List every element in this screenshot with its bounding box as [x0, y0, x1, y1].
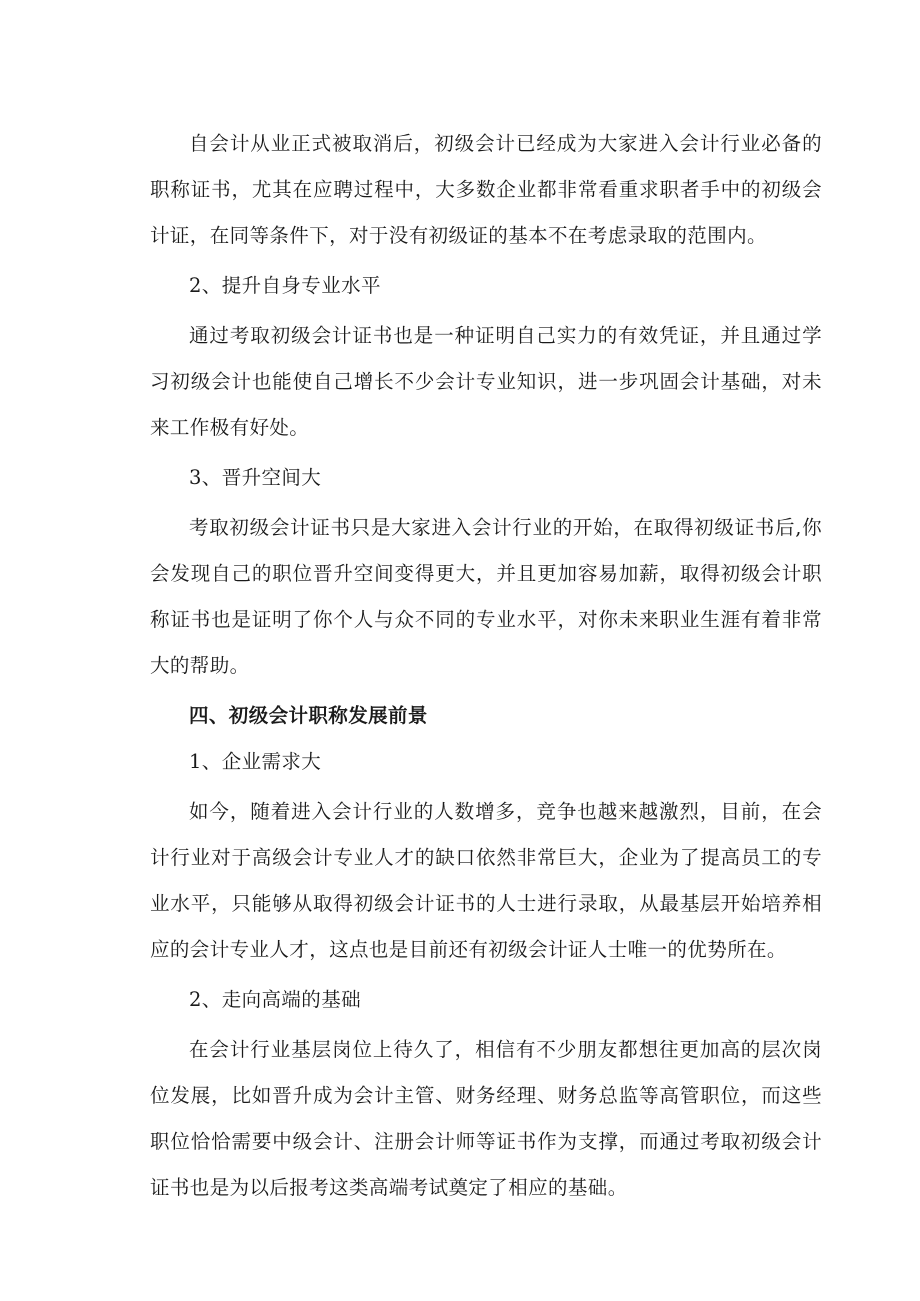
paragraph-enterprise-demand: 如今，随着进入会计行业的人数增多，竞争也越来越激烈，目前，在会计行业对于高级会计专业人才的缺口依然非常巨大，企业为了提高员工的专业水平，只能够从取得初级会计证书的人士进行录取，从最基层开始培养相应的会计专业人才，这点也是目前还有初级会计证人士唯一的优势所在。 [150, 800, 822, 961]
paragraph-high-end-foundation: 在会计行业基层岗位上待久了，相信有不少朋友都想往更加高的层次岗位发展，比如晋升成为会计主管、财务经理、财务总监等高管职位，而这些职位恰恰需要中级会计、注册会计师等证书作为支撑，而通过考取初级会计证书也是为以后报考这类高端考试奠定了相应的基础。 [150, 1038, 822, 1199]
heading-promotion-space: 3、晋升空间大 [189, 466, 322, 489]
heading-enterprise-demand: 1、企业需求大 [189, 750, 322, 773]
heading-high-end-foundation: 2、走向高端的基础 [189, 988, 362, 1011]
paragraph-promotion-space: 考取初级会计证书只是大家进入会计行业的开始，在取得初级证书后,你会发现自己的职位晋升空间变得更大，并且更加容易加薪，取得初级会计职称证书也是证明了你个人与众不同的专业水平，对你未来职业生涯有着非常大的帮助。 [150, 516, 822, 677]
section-title-development-prospects: 四、初级会计职称发展前景 [189, 704, 428, 727]
paragraph-improve-professional-level: 通过考取初级会计证书也是一种证明自己实力的有效凭证，并且通过学习初级会计也能使自己增长不少会计专业知识，进一步巩固会计基础，对未来工作极有好处。 [150, 324, 822, 439]
heading-improve-professional-level: 2、提升自身专业水平 [189, 274, 381, 297]
document-body [150, 121, 822, 1219]
paragraph-practice-cancelled: 自会计从业正式被取消后，初级会计已经成为大家进入会计行业必备的职称证书，尤其在应聘过程中，大多数企业都非常看重求职者手中的初级会计证，在同等条件下，对于没有初级证的基本不在考虑录取的范围内。 [150, 132, 822, 247]
